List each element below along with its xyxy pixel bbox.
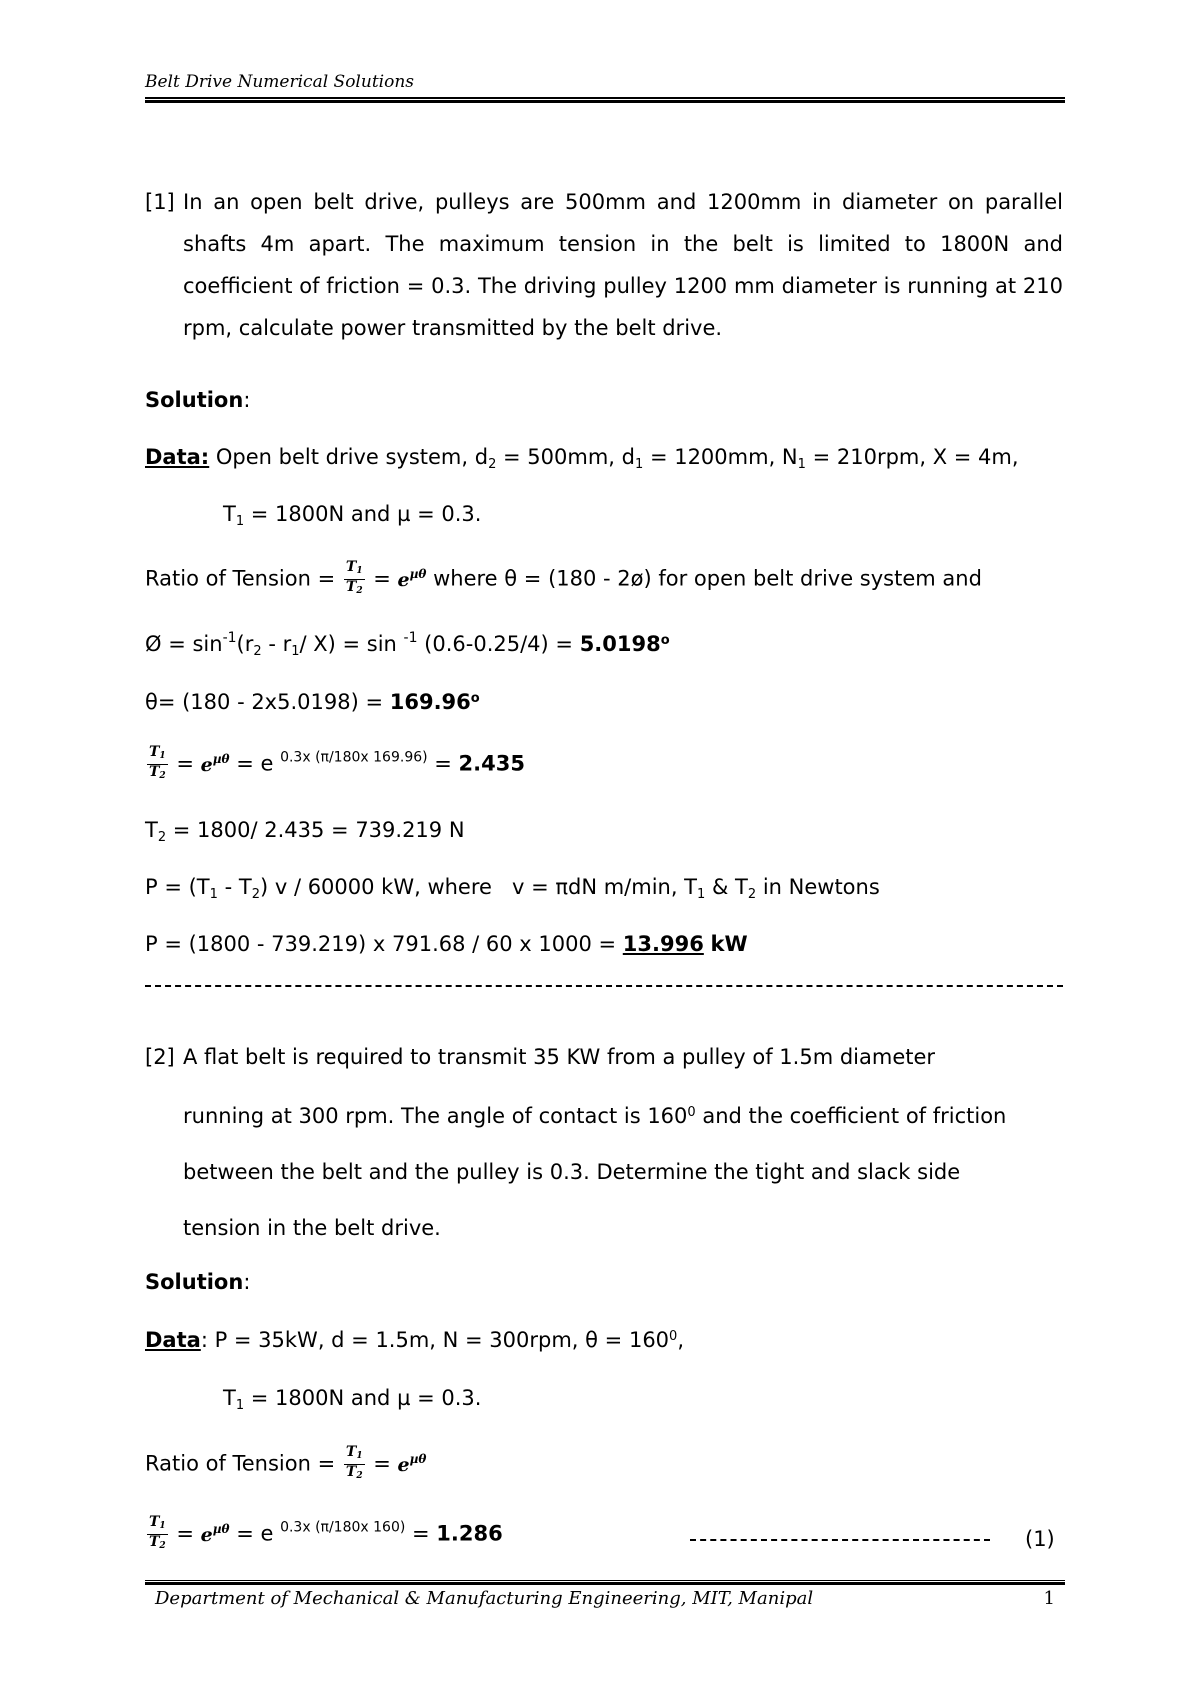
given-data-cont: $T_1 = 1800N$ and µ = 0.3. (223, 1386, 482, 1413)
equation-dash-leader (690, 1527, 990, 1551)
solution-heading: Solution: (145, 1270, 251, 1294)
header-rule (145, 97, 1065, 103)
power-result: P = (1800 - 739.219) x 791.68 / 60 x 1000 = 13.996 kW (145, 932, 748, 956)
page-footer (155, 1588, 1055, 1609)
ratio-of-tension: Ratio of Tension = $\frac{T_1}{T_2}$ = $e^{\mu\theta}$ where θ = (180 - 2ø) for open belt drive system and (145, 560, 982, 599)
theta-equation: $\theta= (180 - 2x5.0198) = 169.96^o$ (145, 690, 480, 714)
power-formula: $P = (T_1 - T_2)$ v / 60000 kW, where v = πdN m/min, $T_1$ & $T_2$ in Newtons (145, 875, 880, 902)
tension-ratio-value: $\frac{T_1}{T_2}$ = $e^{\mu\theta} = e$ $^{0.3x (\pi/180x 169.96)}$ = 2.435 (149, 744, 525, 781)
t2-equation: $T_2 = 1800/$ 2.435 = 739.219 N (145, 818, 465, 845)
question-line: running at 300 rpm. The angle of contact is $160^0$ and the coefficient of friction (183, 1104, 1007, 1128)
question-number: [1] (145, 190, 175, 214)
given-data-cont: $T_1 = 1800N$ and µ = 0.3. (223, 502, 482, 529)
ratio-of-tension: Ratio of Tension = $\frac{T_1}{T_2}$ = $e^{\mu\theta}$ (145, 1444, 427, 1481)
question-text (183, 1029, 1063, 1256)
question-line: between the belt and the pulley is 0.3. Determine the tight and slack side (183, 1160, 961, 1184)
question-line: A flat belt is required to transmit 35 KW from a pulley of 1.5m diameter (183, 1045, 936, 1069)
given-data: Data: Open belt drive system, $d_2 = 500mm$, $d_1 = 1200mm$, $N_1 = 210rpm$, X = 4m, (145, 445, 1019, 472)
page-number: 1 (1043, 1588, 1055, 1609)
phi-equation: Ø = $\sin^{-1}(r_2 - r_1/$ X) = sin $^{-1}$ $(0.6-0.25/4) = 5.0198^o$ (145, 630, 670, 659)
footer-rule (145, 1580, 1065, 1585)
question-text: In an open belt drive, pulleys are 500mm and 1200mm in diameter on parallel shafts 4m apart. The maximum tension in the belt is limited to 1800N and coefficient of friction = 0.3. The driving pulley 1200 mm diameter is running at 210 rpm, calculate power transmitted by the belt drive. (183, 190, 1063, 340)
section-separator (145, 985, 1063, 987)
page-header: Belt Drive Numerical Solutions (145, 72, 414, 92)
given-data: Data: P = 35kW, d = 1.5m, N = 300rpm, $\theta = 160^0$, (145, 1328, 685, 1352)
equation-number: (1) (1025, 1527, 1055, 1551)
question-line: tension in the belt drive. (183, 1216, 441, 1240)
t1-t2-fraction: $\frac{T_1}{T_2}$ (345, 559, 363, 596)
question-number: [2] (145, 1045, 175, 1069)
tension-ratio-value: $\frac{T_1}{T_2}$ = $e^{\mu\theta} = e$ $^{0.3x (\pi/180x 160)}$ = 1.286 (149, 1514, 503, 1551)
footer-department: Department of Mechanical & Manufacturing Engineering, MIT, Manipal (155, 1588, 814, 1609)
solution-heading: Solution: (145, 388, 251, 412)
